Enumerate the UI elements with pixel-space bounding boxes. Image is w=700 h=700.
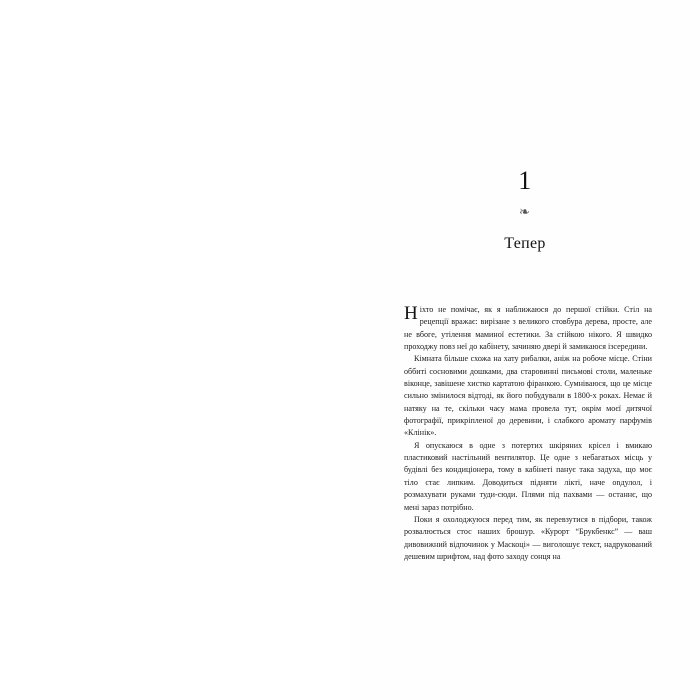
paragraph-text: Поки я охолоджуюся перед тим, як перевзутися в підбори, також розвалюється стос наших брошур. «Курорт “Брукбенкс” — ваш дивовижний відпочинок у Маскоці» — виголошує текст, надрукований дешевим шрифтом, над фото заходу сонця на [404,514,652,561]
ornament-divider-icon: ❧ [519,204,531,219]
drop-cap: Н [404,303,418,324]
body-text-block [404,304,652,563]
chapter-title: Тепер [504,235,546,252]
chapter-number: 1 [518,166,532,195]
paragraph-text: іхто не помічає, як я наближаюся до першої стійки. Стіл на рецепції вражає: вирізане з великого стовбура дерева, просте, але не вбоге, утілення маминої естетики. За стійкою нікого. Я швидко проходжу повз неї до кабінету, зачиняю двері й замикаюся ізсередини. [404,305,652,352]
book-page-sheet [350,0,700,700]
paragraph [404,440,652,514]
paragraph [404,353,652,439]
paragraph [404,304,652,353]
paragraph-text: Я опускаюся в одне з потертих шкіряних крісел і вмикаю пластиковий настільний вентилятор. Це одне з небагатьох місць у будівлі без кондиціонера, тому в кабінеті панує така задуха, що моє тіло стає липким. Доводиться підняти лікті, наче оnдулол, і розмахувати руками туди-сюди. Плями під пахвами — останнє, що мені зараз потрібно. [404,440,652,512]
paragraph-text: Кімната більше схожа на хату рибалки, аніж на робоче місце. Стіни оббиті сосновими дошками, два старовинні письмові столи, маленьке віконце, завішене хистко картатою фіранкою. Сумніваюся, що це місце сильно змінилося відтоді, як його побудували в 1800-х роках. Немає й натяку на те, скільки часу мама провела тут, окрім моєї дитячої фотографії, прикріпленої до деревини, і слабкого аромату парфумів «Клінік». [404,354,652,438]
paragraph [404,514,652,563]
